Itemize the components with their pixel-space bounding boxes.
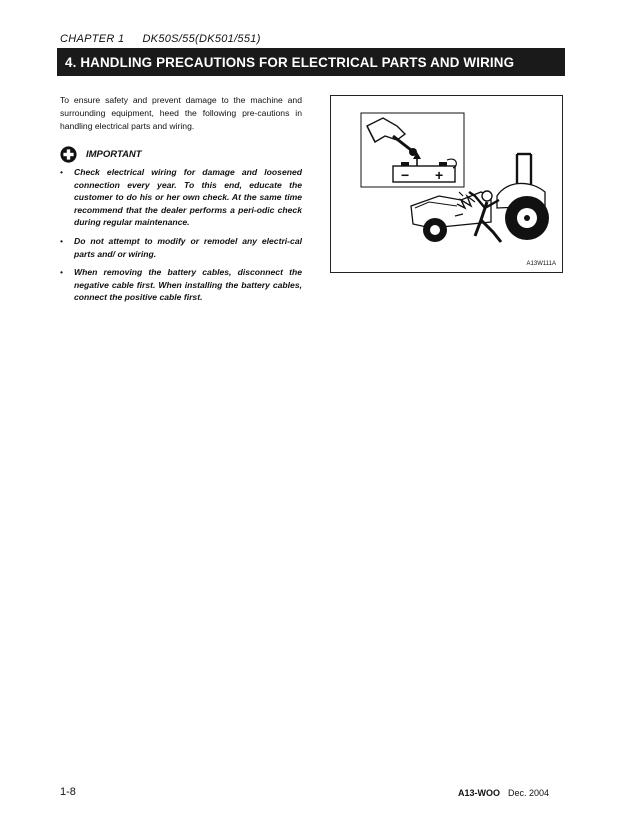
plus-circle-icon [60, 146, 77, 163]
bullet-marker: • [60, 235, 64, 246]
list-item-text: Check electrical wiring for damage and loosened connection every year. To this end, educate the customer to do his or her own check. At the same time recommend that the dealer performs a peri-odic check during regular maintenance. [74, 167, 302, 228]
battery-plus-sign: + [435, 167, 444, 183]
illustration-graphic [331, 96, 564, 274]
document-code: A13-WOO [458, 788, 501, 798]
bullet-marker: • [60, 167, 64, 177]
bullet-marker: • [60, 267, 64, 278]
list-item [60, 166, 302, 229]
warning-illustration [330, 95, 563, 273]
battery-minus-sign: − [401, 167, 410, 183]
important-heading [60, 146, 142, 163]
footer-code [458, 788, 549, 798]
list-item [60, 235, 302, 260]
intro-paragraph: To ensure safety and prevent damage to the machine and surrounding equipment, heed the following pre-cautions in handling electrical parts and wiring. [60, 95, 302, 131]
document-date: Dec. 2004 [508, 788, 550, 798]
figure-code: A13W111A [526, 261, 556, 267]
list-item-text: When removing the battery cables, disconnect the negative cable first. When installing the battery cables, connect the positive cable first. [74, 267, 302, 303]
list-item-text: Do not attempt to modify or remodel any electri-cal parts and/ or wiring. [74, 235, 302, 259]
chapter-label: CHAPTER 1 [60, 33, 125, 45]
list-item [60, 266, 302, 304]
precautions-list [60, 166, 302, 310]
model-label: DK50S/55(DK501/551) [142, 33, 261, 45]
important-label: IMPORTANT [86, 149, 142, 160]
section-title-text: 4. HANDLING PRECAUTIONS FOR ELECTRICAL PARTS AND WIRING [65, 54, 515, 70]
chapter-header [60, 33, 261, 45]
section-title [57, 48, 565, 76]
page-number: 1-8 [60, 786, 76, 798]
